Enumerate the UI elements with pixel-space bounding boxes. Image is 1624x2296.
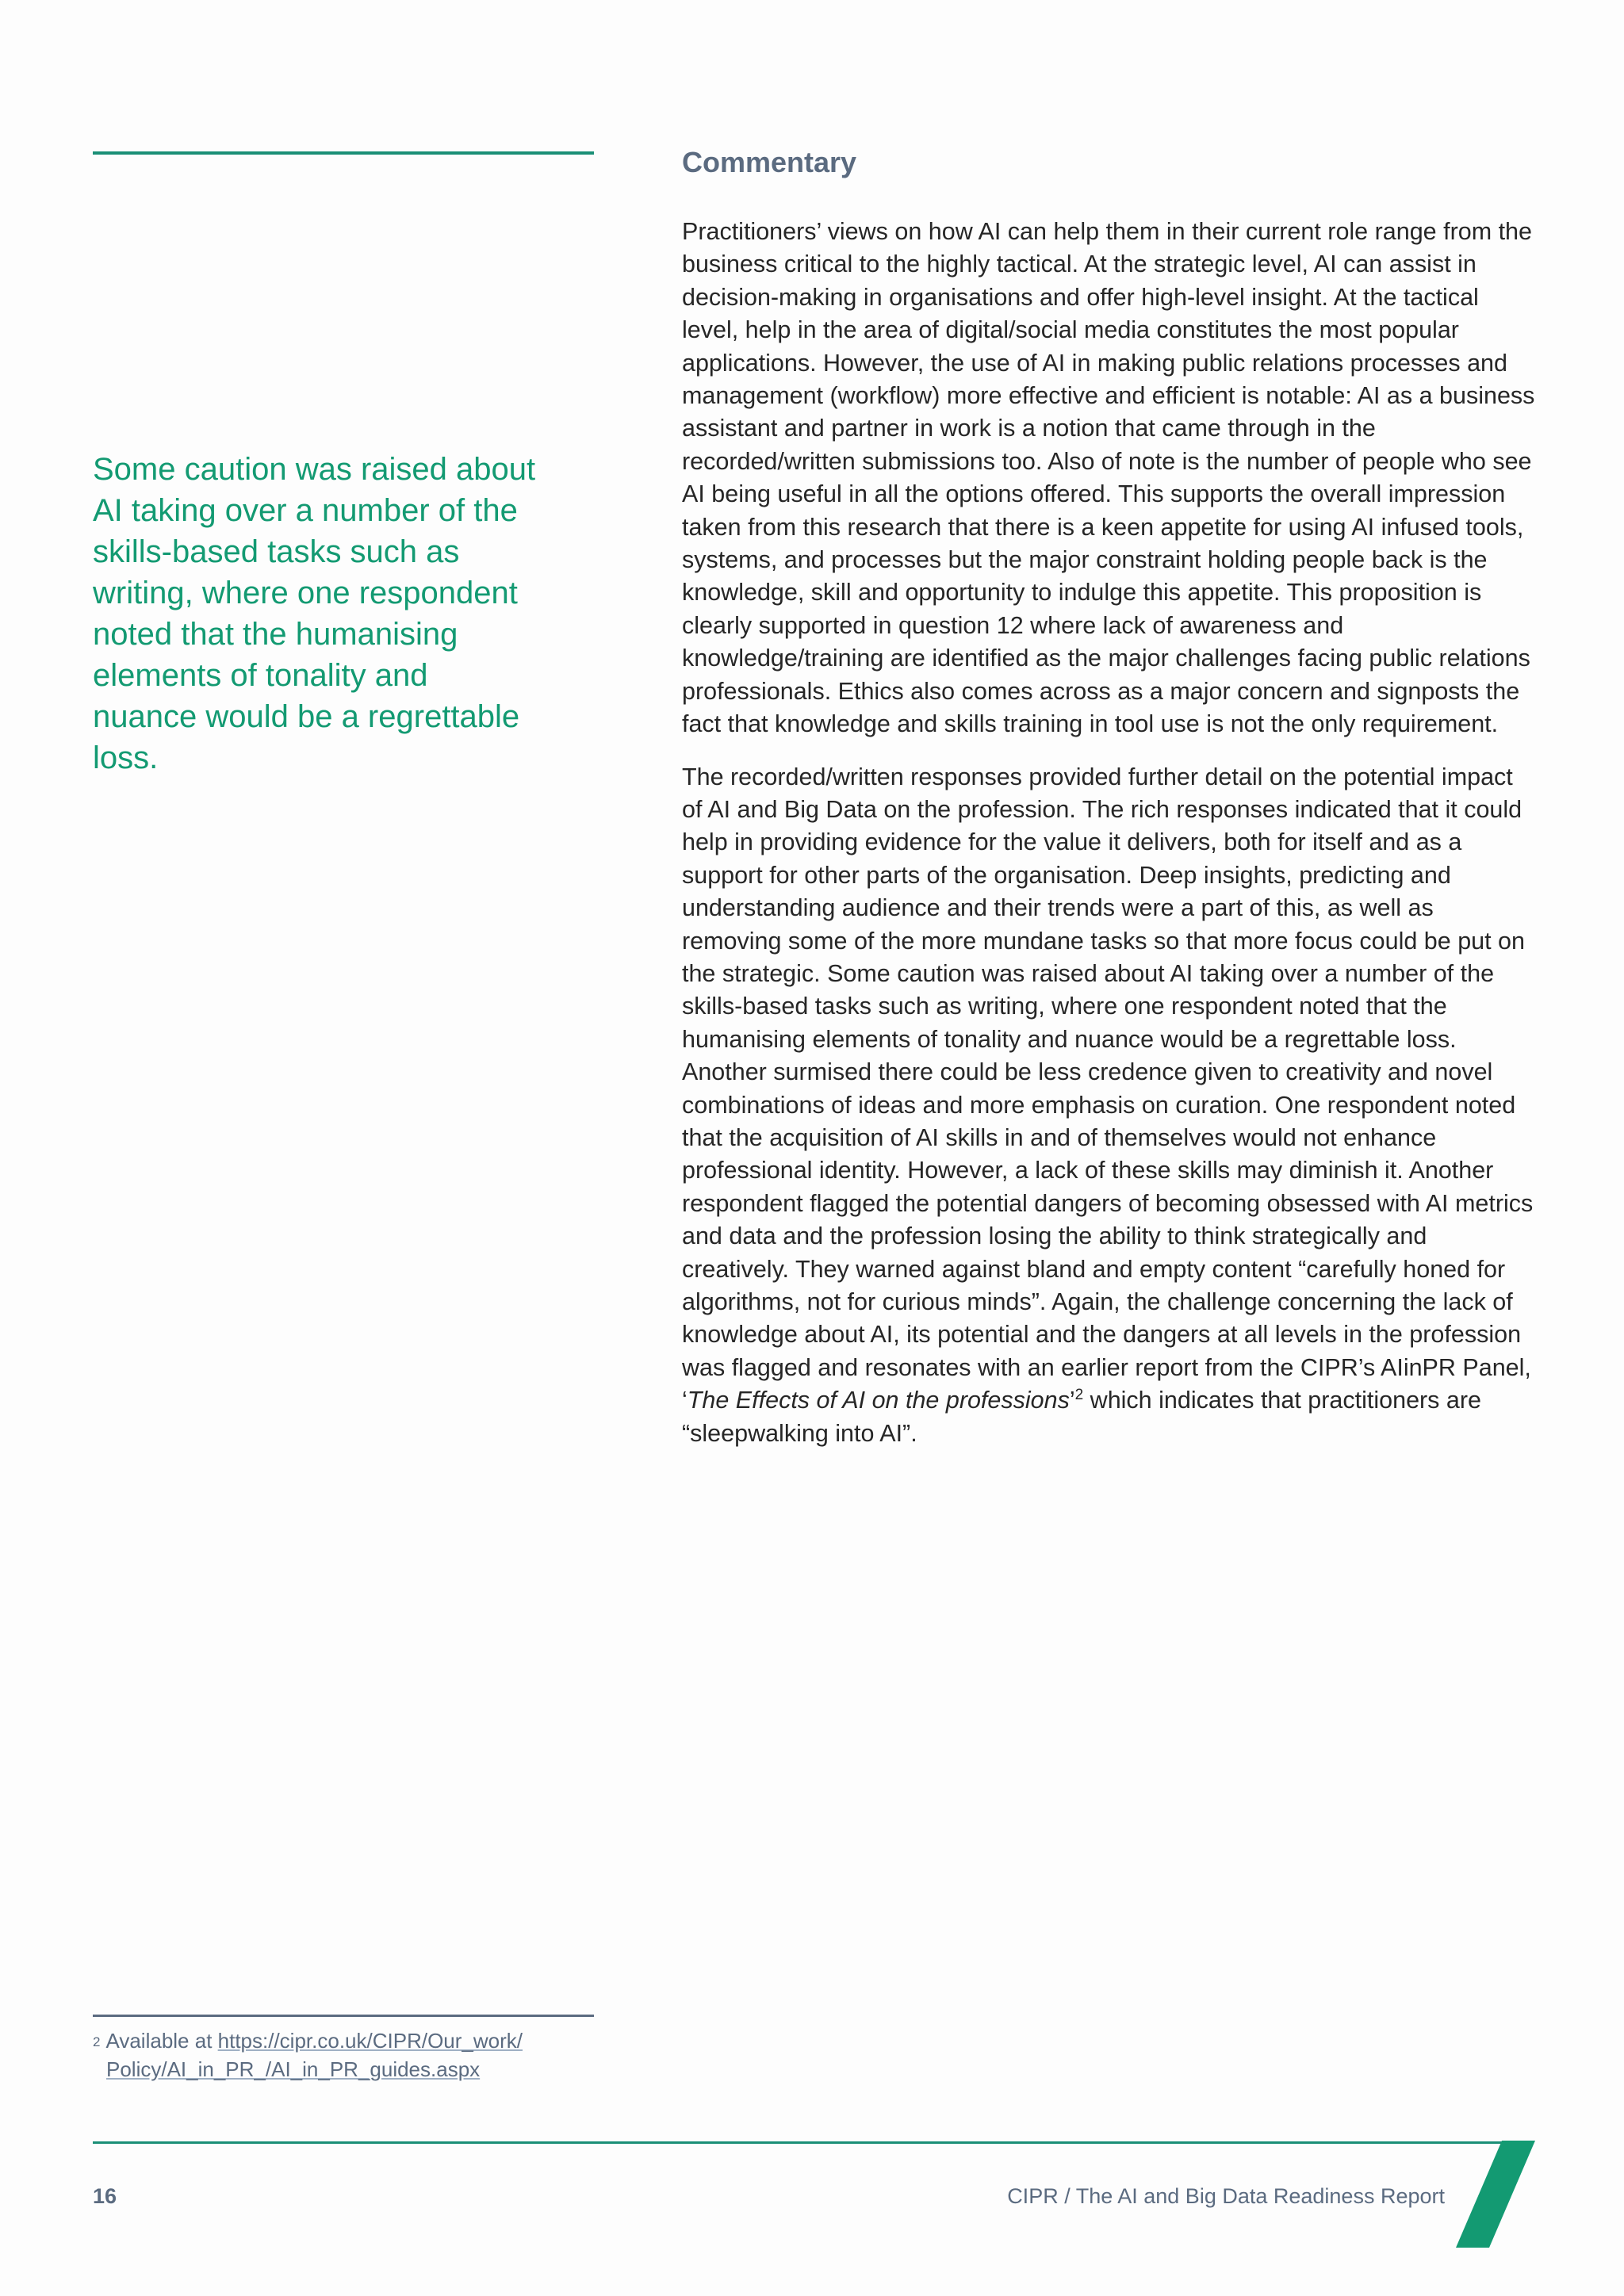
commentary-paragraph-2 (682, 761, 1538, 1451)
footer-divider (93, 2141, 1520, 2144)
closing-quote: ’ (1069, 1387, 1075, 1414)
report-title-citation: The Effects of AI on the professions (687, 1387, 1070, 1414)
brand-slash-icon (1456, 2141, 1535, 2248)
footnote-link-part-1[interactable]: https://cipr.co.uk/CIPR/Our_work/ (217, 2029, 523, 2053)
section-heading: Commentary (682, 146, 857, 178)
paragraph-2-ending: which indicates that practitioners are “sleepwalking into AI”. (682, 1387, 1481, 1447)
paragraph-2-text: The recorded/written responses provided further detail on the potential impact of AI and Big Data on the profession. The rich responses indicated that it could help in providing evidence for the value it delivers, both for itself and as a support for other parts of the organisation. Deep insights, predicting and understanding audience and their trends were a part of this, as well as removing some of the more mundane tasks so that more focus could be put on the strategic. Some caution was raised about AI taking over a number of the skills-based tasks such as writing, where one respondent noted that the humanising elements of tonality and nuance would be a regrettable loss. Another surmised there could be less credence given to creativity and novel combinations of ideas and more emphasis on curation. One respondent noted that the acquisition of AI skills in and of themselves would not enhance professional identity. However, a lack of these skills may diminish it. Another respondent flagged the potential dangers of becoming obsessed with AI metrics and data and the profession losing the ability to think strategically and creatively. They warned against bland and empty content “carefully honed for algorithms, not for curious minds”. Again, the challenge concerning the lack of knowledge about AI, its potential and the dangers at all levels in the profession was flagged and resonates with an earlier report from the CIPR’s AIinPR Panel, ‘ (682, 763, 1534, 1414)
footer-report-title: CIPR / The AI and Big Data Readiness Report (1007, 2184, 1445, 2208)
commentary-body (682, 216, 1538, 1470)
top-divider (93, 151, 594, 155)
footnote-prefix: Available at (105, 2029, 218, 2053)
footnote-link-part-2[interactable]: Policy/AI_in_PR_/AI_in_PR_guides.aspx (106, 2057, 481, 2081)
footnote-reference[interactable]: 2 (1074, 1387, 1084, 1404)
footnote-marker: 2 (93, 2034, 101, 2049)
commentary-paragraph-1: Practitioners’ views on how AI can help them in their current role range from the business critical to the highly tactical. At the strategic level, AI can assist in decision-making in organisations and offer high-level insight. At the tactical level, help in the area of digital/social media constitutes the most popular applications. However, the use of AI in making public relations processes and management (workflow) more effective and efficient is notable: AI as a business assistant and partner in work is a notion that came through in the recorded/written submissions too. Also of note is the number of people who see AI being useful in all the options offered. This supports the overall impression taken from this research that there is a keen appetite for using AI infused tools, systems, and processes but the major constraint holding people back is the knowledge, skill and opportunity to indulge this appetite. This proposition is clearly supported in question 12 where lack of awareness and knowledge/training are identified as the major challenges facing public relations professionals. Ethics also comes across as a major concern and signposts the fact that knowledge and skills training in tool use is not the only requirement. (682, 218, 1535, 738)
footnote-divider (93, 2015, 594, 2017)
pull-quote: Some caution was raised about AI taking over a number of the skills-based tasks such as writing, where one respondent noted that the humanising elements of tonality and nuance would be a regrettable loss. (93, 452, 536, 775)
footnote (93, 2026, 600, 2084)
page-number: 16 (93, 2184, 117, 2208)
